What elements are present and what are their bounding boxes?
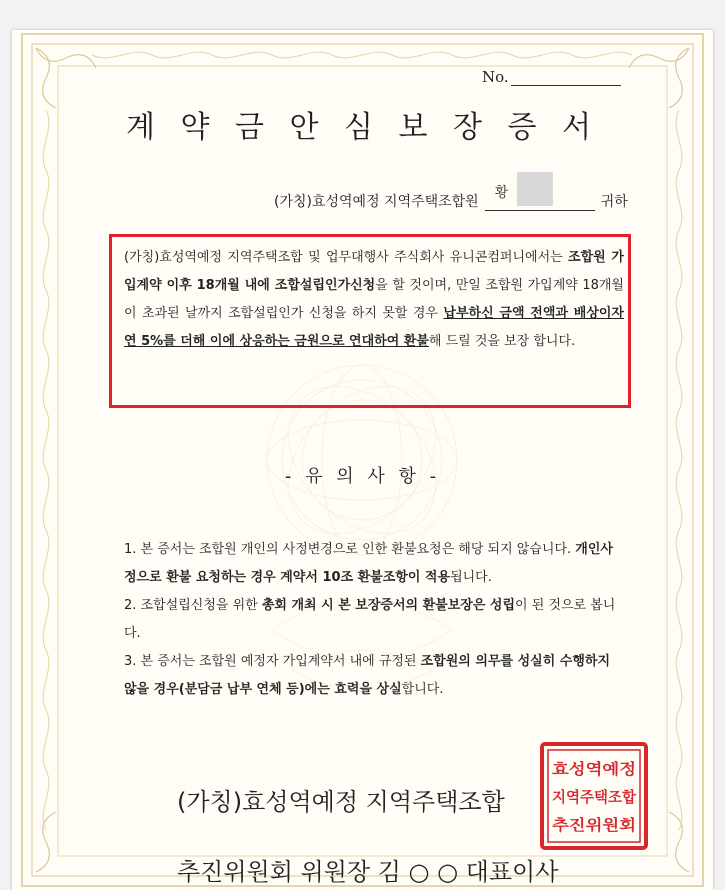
notice-list xyxy=(124,536,624,704)
notice-item-2: 2. 조합설립신청을 위한 총회 개최 시 본 보장증서의 환불보장은 성립이 된 것으로 봅니다. xyxy=(124,598,616,641)
seal-line-3: 추진위원회 xyxy=(552,816,636,834)
redacted-name xyxy=(517,172,553,206)
clause-part-5: 해 드릴 것을 보장 합니다. xyxy=(428,334,576,349)
number-label: No. xyxy=(482,68,509,86)
issuer-name: (가칭)효성역예정 지역주택조합 xyxy=(177,788,505,816)
notice-heading: - 유 의 사 항 - xyxy=(284,466,441,487)
clause-refund-guarantee: 납부하신 금액 전액과 배상이자 연 5%를 더해 이에 상응하는 금원으로 연대하여 환불 xyxy=(124,306,624,349)
clause-part-1: (가칭)효성역예정 지역주택조합 및 업무대행사 주식회사 유니콘컴퍼니에서는 xyxy=(124,250,569,265)
certificate-title: 계 약 금 안 심 보 장 증 서 xyxy=(125,110,600,145)
seal-line-1: 효성역예정 xyxy=(552,760,636,778)
representative-line: 추진위원회 위원장 김 ○ ○ 대표이사 xyxy=(177,858,559,886)
clause-part-3: 을 할 것이며, 만일 조합원 가입계약 18개월이 초과된 날까지 조합설립인가 신청을 하지 못할 경우 xyxy=(124,278,624,321)
recipient-union-member: (가칭)효성역예정 지역주택조합원 xyxy=(274,194,479,210)
recipient-honorific: 귀하 xyxy=(600,194,628,210)
notice-item-3: 3. 본 증서는 조합원 예정자 가입계약서 내에 규정된 조합원의 의무를 성실히 수행하지 않을 경우(분담금 납부 연체 등)에는 효력을 상실합니다. xyxy=(124,654,611,697)
notice-item-1: 1. 본 증서는 조합원 개인의 사정변경으로 인한 환불요청은 해당 되지 않습니다. 개인사정으로 환불 요청하는 경우 계약서 10조 환불조항이 적용됩니다. xyxy=(124,542,613,585)
certificate-paper xyxy=(12,30,713,890)
main-clause xyxy=(124,244,624,356)
seal-line-2: 지역주택조합 xyxy=(552,788,637,806)
recipient-name-field xyxy=(485,185,595,211)
certificate-number xyxy=(482,68,621,86)
recipient-line xyxy=(274,185,628,211)
number-blank xyxy=(511,71,621,86)
official-seal-icon xyxy=(538,740,650,852)
clause-bold-deadline: 조합원 가입계약 이후 18개월 내에 조합설립인가신청 xyxy=(124,250,624,293)
recipient-surname: 황 xyxy=(494,185,509,201)
